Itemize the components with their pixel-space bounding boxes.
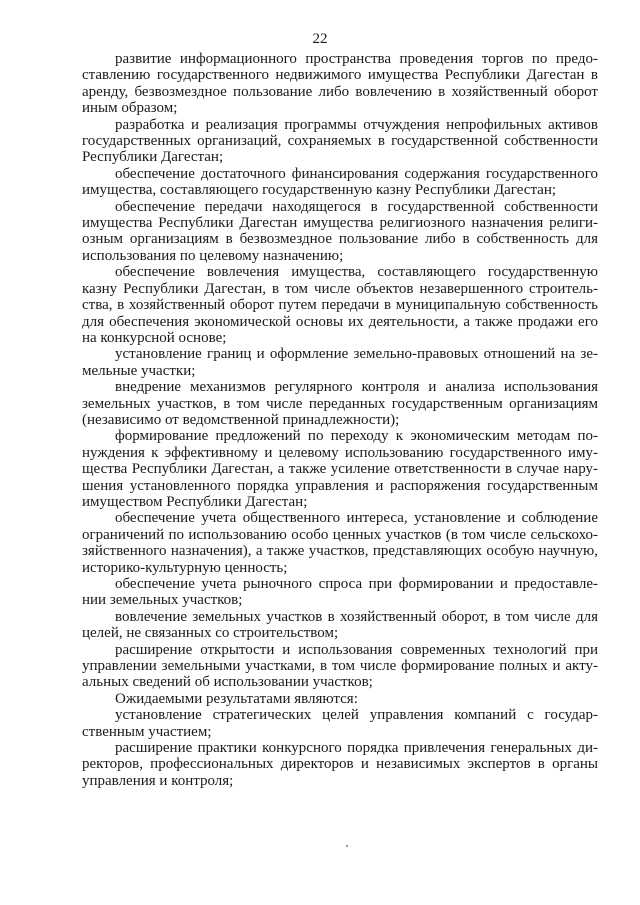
paragraph-8: формирование предложений по переходу к экономическим методам по-нуждения к эффективному и целевому использованию государственного иму-щества Республики Дагестан, а также усиление ответственности в случае нару-шения установленного порядка управления и распоряжения государственным имуществом Республики Дагестан; <box>82 428 598 510</box>
body-text <box>82 51 598 789</box>
paragraph-1: развитие информационного пространства проведения торгов по предо-ставлению государственного недвижимого имущества Республики Дагестан в аренду, безвозмездное пользование либо вовлечению в хозяйственный оборот иным образом; <box>82 51 598 117</box>
paragraph-14: установление стратегических целей управления компаний с государ-ственным участием; <box>82 707 598 740</box>
paragraph-6: установление границ и оформление земельно-правовых отношений на зе-мельные участки; <box>82 346 598 379</box>
paragraph-7: внедрение механизмов регулярного контроля и анализа использования земельных участков, в том числе переданных государственным организациям (независимо от ведомственной принадлежности); <box>82 379 598 428</box>
page-number: 22 <box>312 31 328 47</box>
paragraph-4: обеспечение передачи находящегося в государственной собственности имущества Республики Дагестан имущества религиозного назначения религи-озным организациям в безвозмездное пользование либо в собственность для использования по целевому назначению; <box>82 198 598 264</box>
paragraph-15: расширение практики конкурсного порядка привлечения генеральных ди-ректоров, профессиональных директоров и независимых экспертов в органы управления и контроля; <box>82 740 598 789</box>
paragraph-11: вовлечение земельных участков в хозяйственный оборот, в том числе для целей, не связанных со строительством; <box>82 608 598 642</box>
paragraph-3: обеспечение достаточного финансирования содержания государственного имущества, составляющего государственную казну Республики Дагестан; <box>82 165 598 199</box>
scan-speck <box>346 845 348 847</box>
paragraph-10: обеспечение учета рыночного спроса при формировании и предоставле-нии земельных участков; <box>82 576 598 609</box>
paragraph-5: обеспечение вовлечения имущества, составляющего государственную казну Республики Дагестан, в том числе объектов незавершенного строитель-ства, в хозяйственный оборот путем передачи в муниципальную собственность для обеспечения экономической основы их деятельности, а также продажи его на конкурсной основе; <box>82 264 598 346</box>
paragraph-9: обеспечение учета общественного интереса, установление и соблюдение ограничений по использованию особо ценных участков (в том числе сельскохо-зяйственного назначения), а также участков, представляющих особую научную, историко-культурную ценность; <box>82 510 598 576</box>
paragraph-12: расширение открытости и использования современных технологий при управлении земельными участками, в том числе формирование полных и акту-альных сведений об использовании участков; <box>82 641 598 691</box>
paragraph-2: разработка и реализация программы отчуждения непрофильных активов государственных организаций, сохраняемых в государственной собственности Республики Дагестан; <box>82 116 598 166</box>
expected-results-heading: Ожидаемыми результатами являются: <box>115 690 358 707</box>
